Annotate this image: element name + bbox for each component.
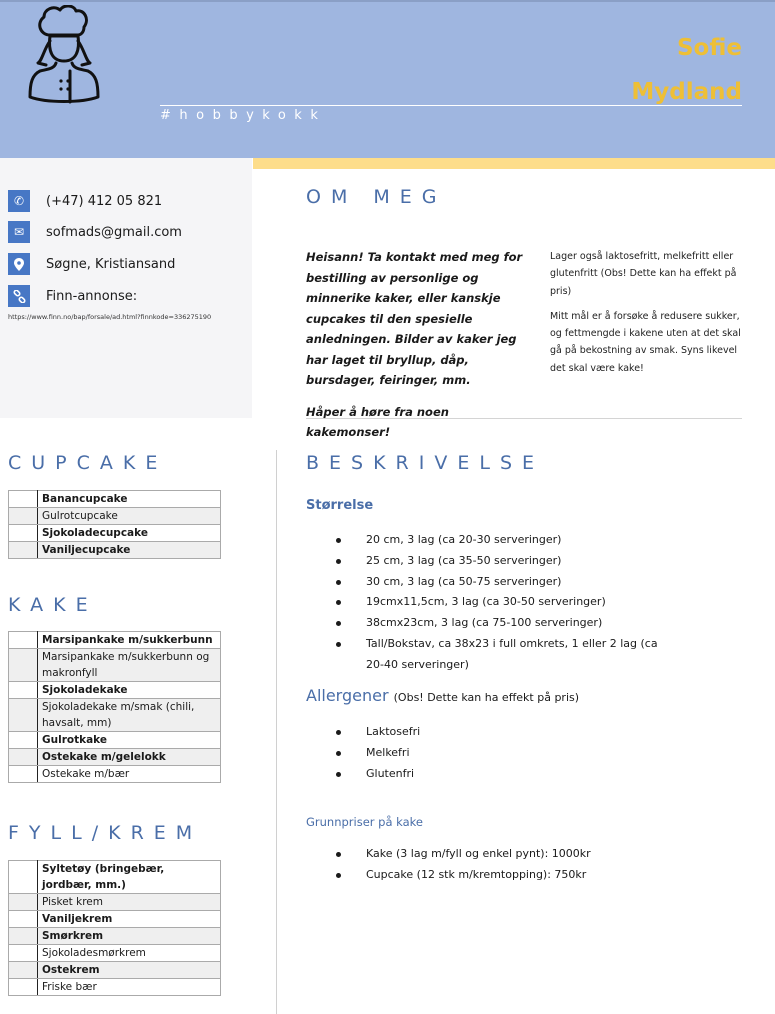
allergen-title: Allergener (306, 686, 389, 705)
about-paragraph: Heisann! Ta kontakt med meg for bestilling av personlige og minnerike kaker, eller kanskje cupcakes til den spesielle anledningen. Bilder av kaker jeg har laget til bryllup, dåp, bursdager, feiringer, mm. (306, 250, 523, 387)
item-label: Syltetøy (bringebær, jordbær, mm.) (38, 861, 221, 894)
description-title: BESKRIVELSE (306, 452, 545, 474)
item-label: Friske bær (38, 979, 221, 996)
chef-avatar-icon (26, 5, 102, 105)
fyll-table (8, 860, 221, 996)
list-item: 30 cm, 3 lag (ca 50-75 serveringer) (306, 572, 746, 593)
table-row (9, 632, 221, 649)
about-notes (550, 248, 750, 377)
kake-table (8, 631, 221, 783)
table-row (9, 525, 221, 542)
item-label: Gulrotkake (38, 732, 221, 749)
size-list (306, 530, 746, 676)
table-row (9, 861, 221, 894)
finn-ad-link[interactable]: https://www.finn.no/bap/forsale/ad.html?finnkode=336275190 (8, 313, 212, 321)
checkbox-cell[interactable] (9, 508, 38, 525)
finn-label: Finn-annonse: (46, 288, 138, 304)
price-heading: Grunnpriser på kake (306, 815, 424, 829)
phone-number[interactable]: (+47) 412 05 821 (46, 193, 163, 209)
contact-panel (0, 158, 252, 418)
table-row (9, 732, 221, 749)
item-label: Ostekake m/bær (38, 766, 221, 783)
cupcake-table (8, 490, 221, 559)
hashtag: #hobbykokk (160, 108, 327, 123)
item-label: Sjokoladesmørkrem (38, 945, 221, 962)
location-text: Søgne, Kristiansand (46, 256, 176, 272)
list-item: 19cmx11,5cm, 3 lag (ca 30-50 serveringer) (306, 592, 746, 613)
item-label: Banancupcake (38, 491, 221, 508)
phone-icon: ✆ (8, 190, 30, 212)
table-row (9, 911, 221, 928)
item-label: Marsipankake m/sukkerbunn (38, 632, 221, 649)
cupcake-title: CUPCAKE (8, 452, 168, 474)
item-label: Gulrotcupcake (38, 508, 221, 525)
checkbox-cell[interactable] (9, 525, 38, 542)
checkbox-cell[interactable] (9, 649, 38, 682)
checkbox-cell[interactable] (9, 699, 38, 732)
table-row (9, 749, 221, 766)
item-label: Sjokoladecupcake (38, 525, 221, 542)
table-row (9, 928, 221, 945)
owner-name (631, 26, 742, 114)
accent-bar (253, 158, 775, 169)
list-item: 25 cm, 3 lag (ca 35-50 serveringer) (306, 551, 746, 572)
kake-title: KAKE (8, 594, 98, 616)
contact-phone (8, 190, 162, 212)
checkbox-cell[interactable] (9, 682, 38, 699)
table-row (9, 962, 221, 979)
item-label: Smørkrem (38, 928, 221, 945)
table-row (9, 945, 221, 962)
first-name: Sofie (676, 35, 742, 61)
item-label: Ostekrem (38, 962, 221, 979)
header-divider (160, 105, 742, 106)
table-row (9, 508, 221, 525)
contact-location (8, 253, 175, 275)
link-icon (8, 285, 30, 307)
location-pin-icon (8, 253, 30, 275)
table-row (9, 682, 221, 699)
table-row (9, 766, 221, 783)
checkbox-cell[interactable] (9, 542, 38, 559)
contact-link (8, 285, 137, 307)
list-item: 20 cm, 3 lag (ca 20-30 serveringer) (306, 530, 746, 551)
checkbox-cell[interactable] (9, 911, 38, 928)
fyll-title: FYLL/KREM (8, 822, 203, 844)
checkbox-cell[interactable] (9, 962, 38, 979)
email-icon: ✉ (8, 221, 30, 243)
table-row (9, 979, 221, 996)
list-item: Cupcake (12 stk m/kremtopping): 750kr (306, 865, 746, 886)
checkbox-cell[interactable] (9, 945, 38, 962)
item-label: Ostekake m/gelelokk (38, 749, 221, 766)
table-row (9, 894, 221, 911)
checkbox-cell[interactable] (9, 491, 38, 508)
contact-email (8, 221, 182, 243)
item-label: Pisket krem (38, 894, 221, 911)
item-label: Marsipankake m/sukkerbunn og makronfyll (38, 649, 221, 682)
about-paragraph: Håper å høre fra noen kakemonser! (306, 404, 449, 439)
size-heading: Størrelse (306, 498, 374, 513)
allergen-heading (306, 686, 579, 705)
email-address[interactable]: sofmads@gmail.com (46, 224, 182, 240)
list-item: Glutenfri (306, 764, 606, 785)
checkbox-cell[interactable] (9, 979, 38, 996)
checkbox-cell[interactable] (9, 749, 38, 766)
column-divider (276, 450, 277, 1014)
item-label: Sjokoladekake (38, 682, 221, 699)
item-label: Vaniljekrem (38, 911, 221, 928)
price-list (306, 844, 746, 886)
allergen-list (306, 722, 606, 784)
list-item: 38cmx23cm, 3 lag (ca 75-100 serveringer) (306, 613, 746, 634)
table-row (9, 491, 221, 508)
about-intro (306, 247, 536, 443)
item-label: Vaniljecupcake (38, 542, 221, 559)
checkbox-cell[interactable] (9, 861, 38, 894)
header-banner (0, 0, 775, 158)
checkbox-cell[interactable] (9, 632, 38, 649)
table-row (9, 649, 221, 682)
section-divider (306, 418, 742, 419)
checkbox-cell[interactable] (9, 928, 38, 945)
allergen-note: (Obs! Dette kan ha effekt på pris) (393, 691, 580, 704)
about-title: OM MEG (306, 186, 447, 208)
checkbox-cell[interactable] (9, 732, 38, 749)
about-note: Mitt mål er å forsøke å redusere sukker, og fettmengde i kakene uten at det skal gå på bekostning av smak. Syns likevel det skal være kake! (550, 310, 741, 374)
list-item: Kake (3 lag m/fyll og enkel pynt): 1000kr (306, 844, 746, 865)
checkbox-cell[interactable] (9, 766, 38, 783)
list-item: Melkefri (306, 743, 606, 764)
list-item: Laktosefri (306, 722, 606, 743)
table-row (9, 699, 221, 732)
about-note: Lager også laktosefritt, melkefritt eller glutenfritt (Obs! Dette kan ha effekt på pris) (550, 251, 737, 297)
item-label: Sjokoladekake m/smak (chili, havsalt, mm) (38, 699, 221, 732)
checkbox-cell[interactable] (9, 894, 38, 911)
last-name: Mydland (631, 79, 742, 105)
table-row (9, 542, 221, 559)
list-item: Tall/Bokstav, ca 38x23 i full omkrets, 1 eller 2 lag (ca 20-40 serveringer) (306, 634, 666, 676)
